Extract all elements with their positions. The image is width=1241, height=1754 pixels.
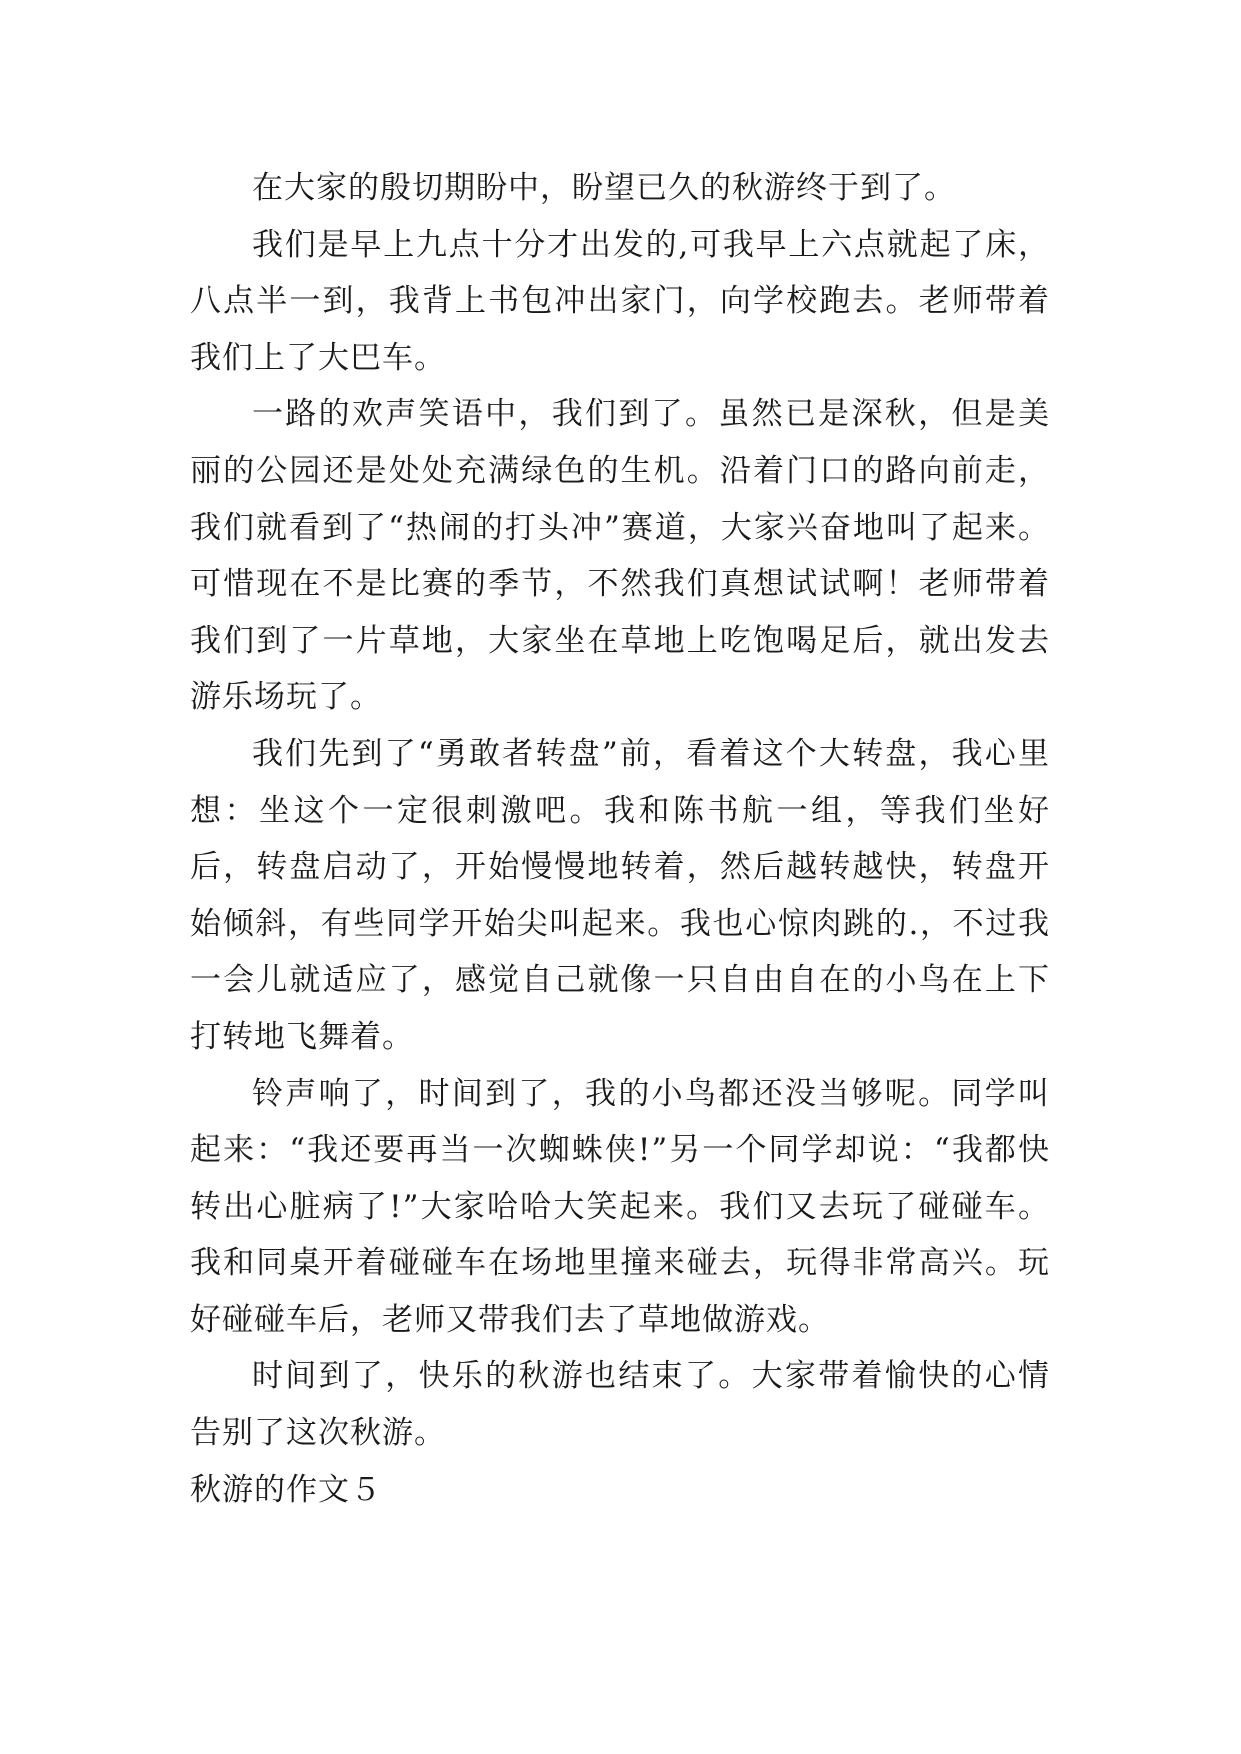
paragraph-2: 我们是早上九点十分才出发的,可我早上六点就起了床，八点半一到，我背上书包冲出家门，向学校跑去。老师带着我们上了大巴车。 (190, 226, 1050, 376)
next-essay-title: 秋游的作文５ (190, 1471, 382, 1508)
paragraph-6: 时间到了，快乐的秋游也结束了。大家带着愉快的心情告别了这次秋游。 (190, 1358, 1050, 1452)
paragraph-3: 一路的欢声笑语中，我们到了。虽然已是深秋，但是美丽的公园还是处处充满绿色的生机。沿着门口的路向前走，我们就看到了“热闹的打头冲”赛道，大家兴奋地叫了起来。可惜现在不是比赛的季节，不然我们真想试试啊！老师带着我们到了一片草地，大家坐在草地上吃饱喝足后，就出发去游乐场玩了。 (190, 396, 1050, 716)
paragraph-1: 在大家的殷切期盼中，盼望已久的秋游终于到了。 (252, 170, 956, 206)
paragraph-4: 我们先到了“勇敢者转盘”前，看着这个大转盘，我心里想：坐这个一定很刺激吧。我和陈书航一组，等我们坐好后，转盘启动了，开始慢慢地转着，然后越转越快，转盘开始倾斜，有些同学开始尖叫起来。我也心惊肉跳的.，不过我一会儿就适应了，感觉自己就像一只自由自在的小鸟在上下打转地飞舞着。 (190, 735, 1050, 1055)
document-page (190, 160, 1050, 1518)
paragraph-5: 铃声响了，时间到了，我的小鸟都还没当够呢。同学叫起来：“我还要再当一次蜘蛛侠!”另一个同学却说：“我都快转出心脏病了!”大家哈哈大笑起来。我们又去玩了碰碰车。我和同桌开着碰碰车在场地里撞来碰去，玩得非常高兴。玩好碰碰车后，老师又带我们去了草地做游戏。 (190, 1075, 1050, 1338)
